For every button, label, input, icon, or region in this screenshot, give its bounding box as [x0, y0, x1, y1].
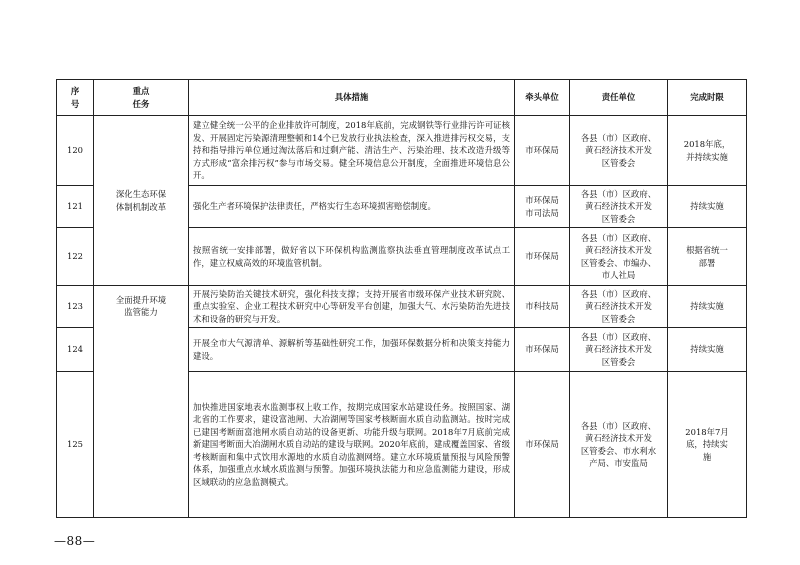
row-number: 121 [57, 186, 94, 228]
row-number: 122 [57, 228, 94, 286]
deadline-cell: 根据省统一 部署 [668, 228, 747, 286]
measures-cell: 加快推进国家地表水监测事权上收工作，按期完成国家水站建设任务。按照国家、湖北省的工作要求，建设富池闸、大冶湖闸等国家考核断面水质自动监测站。按时完成已建国考断面富池闸水质自动站的设备更新、功能升级与联网。2018年7月底前完成新建国考断面大冶湖闸水质自动站的建设与联网。2020年底前，建成覆盖国家、省级考核断面和集中式饮用水源地的水质自动监测网络。建立水环境质量预报与风险预警体系，加强重点水域水质监测与预警。加强环境执法能力和应急监测能力建设，形成区域联动的应急监测模式。 [189, 372, 515, 518]
measures-cell: 开展污染防治关键技术研究，强化科技支撑；支持开展省市级环保产业技术研究院、重点实验室、企业工程技术研究中心等研发平台创建，加强大气、水污染防治先进技术和设备的研究与开发。 [189, 286, 515, 328]
table-header-row [57, 80, 747, 116]
responsible-cell: 各县（市）区政府、 黄石经济技术开发 区管委会 [570, 286, 668, 328]
lead-cell: 市科技局 [515, 286, 570, 328]
lead-cell: 市环保局 [515, 328, 570, 372]
header-task: 重点 任务 [94, 80, 189, 116]
measures-cell: 按照省统一安排部署，做好省以下环保机构监测监察执法垂直管理制度改革试点工作，建立权威高效的环境监管机制。 [189, 228, 515, 286]
responsible-cell: 各县（市）区政府、 黄石经济技术开发 区管委会 [570, 328, 668, 372]
lead-cell: 市环保局 市司法局 [515, 186, 570, 228]
task-cell: 深化生态环保 体制机制改革 [94, 116, 189, 286]
header-seq: 序 号 [57, 80, 94, 116]
row-number: 120 [57, 116, 94, 186]
task-cell: 全面提升环境 监管能力 [94, 286, 189, 518]
row-number: 124 [57, 328, 94, 372]
responsible-cell: 各县（市）区政府、 黄石经济技术开发 区管委会 [570, 186, 668, 228]
deadline-cell: 持续实施 [668, 328, 747, 372]
lead-cell: 市环保局 [515, 228, 570, 286]
lead-cell: 市环保局 [515, 372, 570, 518]
row-number: 125 [57, 372, 94, 518]
table-row [57, 286, 747, 328]
responsible-cell: 各县（市）区政府、 黄石经济技术开发 区管委会、市水利水 产局、市安监局 [570, 372, 668, 518]
measures-cell: 开展全市大气源清单、源解析等基础性研究工作，加强环保数据分析和决策支持能力建设。 [189, 328, 515, 372]
deadline-cell: 2018年7月 底，持续实 施 [668, 372, 747, 518]
task-table [56, 79, 747, 518]
header-deadline: 完成时限 [668, 80, 747, 116]
deadline-cell: 2018年底， 并持续实施 [668, 116, 747, 186]
header-responsible: 责任单位 [570, 80, 668, 116]
responsible-cell: 各县（市）区政府、 黄石经济技术开发 区管委会、市编办、 市人社局 [570, 228, 668, 286]
measures-cell: 建立健全统一公平的企业排放许可制度，2018年底前，完成钢铁等行业排污许可证核发、开展固定污染源清理整顿和14个已发放行业执法检查，深入推进排污权交易，支持和指导排污单位通过淘汰落后和过剩产能、清洁生产、污染治理、技术改造升级等方式形成“富余排污权”参与市场交易。健全环境信息公开制度，全面推进环境信息公开。 [189, 116, 515, 186]
deadline-cell: 持续实施 [668, 186, 747, 228]
lead-cell: 市环保局 [515, 116, 570, 186]
row-number: 123 [57, 286, 94, 328]
deadline-cell: 持续实施 [668, 286, 747, 328]
responsible-cell: 各县（市）区政府、 黄石经济技术开发 区管委会 [570, 116, 668, 186]
header-measures: 具体措施 [189, 80, 515, 116]
table-row [57, 116, 747, 186]
header-lead: 牵头单位 [515, 80, 570, 116]
measures-cell: 强化生产者环境保护法律责任，严格实行生态环境损害赔偿制度。 [189, 186, 515, 228]
page-number: —88— [54, 534, 96, 548]
